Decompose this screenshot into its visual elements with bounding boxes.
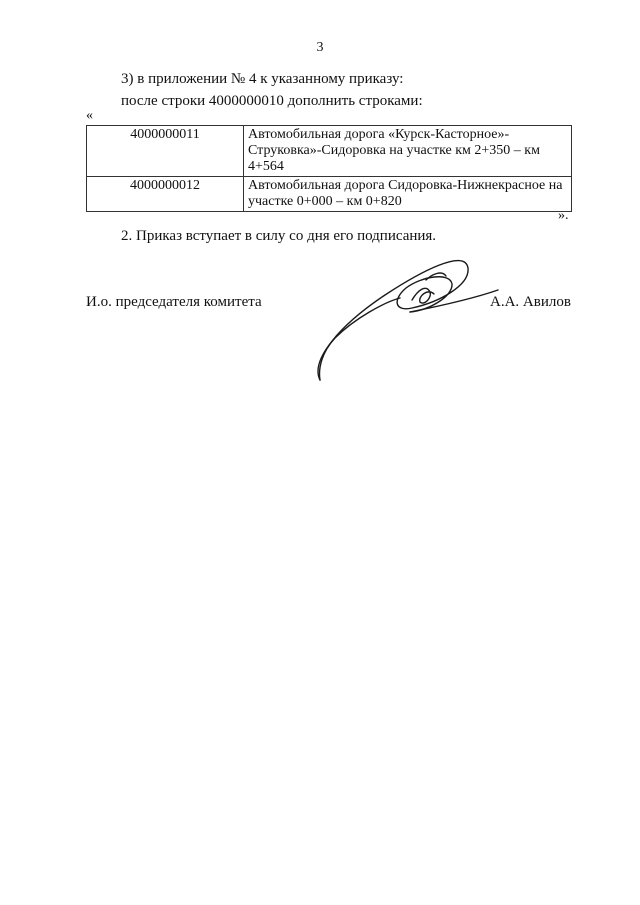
item-2-effective-date: 2. Приказ вступает в силу со дня его подписания. — [121, 228, 437, 244]
item-3-instruction: после строки 4000000010 дополнить строками: — [121, 93, 423, 109]
page-number: 3 — [316, 40, 324, 55]
signer-name: А.А. Авилов — [490, 294, 571, 310]
closing-quote: ». — [558, 208, 569, 223]
road-name-cell: Автомобильная дорога Сидоровка-Нижнекрасное на участке 0+000 – км 0+820 — [244, 177, 572, 212]
item-3-heading: 3) в приложении № 4 к указанному приказу: — [121, 71, 404, 87]
amendment-table — [86, 125, 572, 212]
road-name-cell: Автомобильная дорога «Курск-Касторное»-Струковка»-Сидоровка на участке км 2+350 – км 4+564 — [244, 126, 572, 177]
opening-quote: « — [86, 108, 93, 123]
road-code-cell: 4000000012 — [87, 177, 244, 212]
handwritten-signature — [300, 240, 500, 390]
table-row — [87, 126, 572, 177]
signer-position: И.о. председателя комитета — [86, 294, 262, 310]
table-row — [87, 177, 572, 212]
road-code-cell: 4000000011 — [87, 126, 244, 177]
